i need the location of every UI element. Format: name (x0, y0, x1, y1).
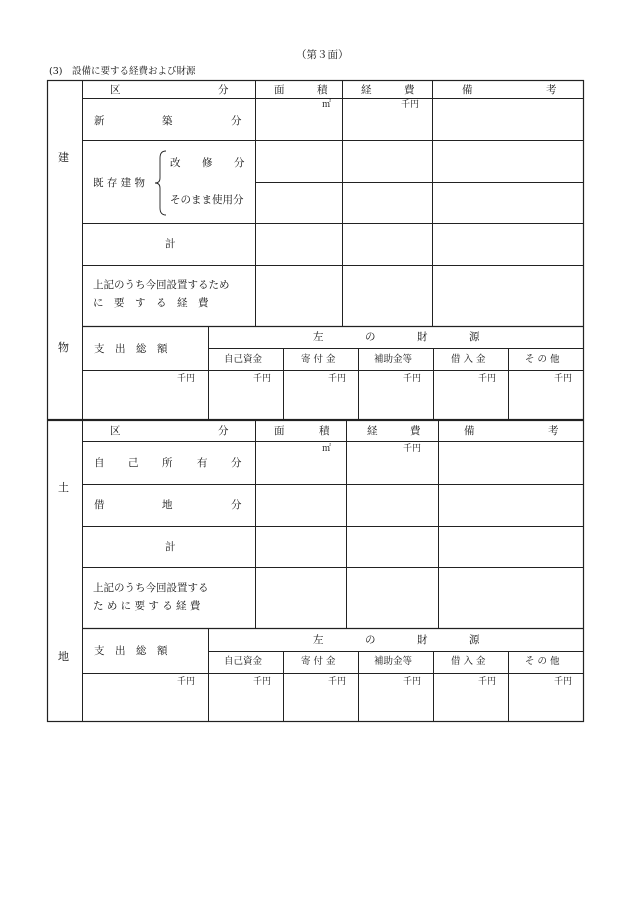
building-header-area-2: 積 (317, 84, 328, 96)
building-header-kubun-1: 区 (110, 84, 121, 96)
building-col-others: そ の 他 (525, 354, 560, 365)
land-row-owned-3: 所 (162, 457, 173, 469)
building-row-renovation-2: 修 (202, 157, 213, 169)
building-row-this-time-1: 上記のうち今回設置するため (93, 279, 230, 291)
land-row-leased-2: 地 (162, 499, 173, 511)
land-unit-donations: 千円 (328, 677, 347, 687)
land-col-loans: 借 入 金 (451, 656, 486, 667)
land-row-owned-1: 自 (94, 457, 105, 469)
building-vertical-label-2: 物 (58, 341, 69, 354)
page-label: （第３面） (296, 49, 349, 61)
building-row-existing: 既 存 建 物 (93, 177, 146, 189)
building-unit-total: 千円 (177, 374, 196, 384)
land-source-1: 左 (313, 634, 324, 646)
land-header-cost-2: 費 (410, 425, 421, 437)
land-vertical-label-2: 地 (58, 650, 69, 663)
building-col-loans: 借 入 金 (451, 354, 486, 365)
building-header-area-1: 面 (274, 84, 285, 96)
land-cost-unit: 千円 (403, 444, 422, 454)
building-header-cost-1: 経 (361, 84, 372, 96)
building-row-total: 計 (165, 238, 176, 250)
building-unit-own: 千円 (253, 374, 272, 384)
land-row-leased-3: 分 (231, 499, 242, 511)
building-row-renovation-1: 改 (170, 157, 181, 169)
land-header-area-2: 積 (319, 425, 330, 437)
building-cost-unit: 千円 (401, 100, 420, 110)
building-row-new-2: 築 (162, 115, 173, 127)
land-source-2: の (365, 634, 376, 646)
land-header-remarks-1: 備 (464, 425, 475, 437)
building-expenditure-total-label: 支 出 総 額 (94, 343, 168, 355)
building-row-renovation-3: 分 (234, 157, 245, 169)
building-header-cost-2: 費 (404, 84, 415, 96)
land-source-4: 源 (469, 634, 480, 646)
land-row-total: 計 (165, 541, 176, 553)
land-header-kubun-1: 区 (110, 425, 121, 437)
land-expenditure-total-label: 支 出 総 額 (94, 645, 168, 657)
building-unit-subsidies: 千円 (403, 374, 422, 384)
building-col-own-funds: 自己資金 (224, 354, 263, 365)
land-unit-loans: 千円 (478, 677, 497, 687)
land-area-unit: ㎡ (322, 444, 332, 454)
building-source-2: の (365, 331, 376, 343)
land-row-leased-1: 借 (94, 499, 105, 511)
building-row-new-3: 分 (231, 115, 242, 127)
land-header-remarks-2: 考 (548, 425, 559, 437)
section-title: (3) 設備に要する経費および財源 (49, 66, 196, 77)
land-header-area-1: 面 (274, 425, 285, 437)
land-unit-own: 千円 (253, 677, 272, 687)
building-source-3: 財 (417, 331, 428, 343)
building-unit-loans: 千円 (478, 374, 497, 384)
building-header-remarks-1: 備 (462, 84, 473, 96)
building-header-remarks-2: 考 (546, 84, 557, 96)
land-col-subsidies: 補助金等 (374, 656, 413, 667)
building-unit-others: 千円 (554, 374, 573, 384)
land-col-donations: 寄 付 金 (301, 656, 336, 667)
land-row-owned-5: 分 (231, 457, 242, 469)
land-unit-subsidies: 千円 (403, 677, 422, 687)
land-row-owned-4: 有 (197, 457, 208, 469)
building-area-unit: ㎡ (322, 100, 332, 110)
building-vertical-label-1: 建 (58, 151, 69, 164)
land-col-others: そ の 他 (525, 656, 560, 667)
land-vertical-label-1: 土 (58, 481, 69, 494)
building-source-4: 源 (469, 331, 480, 343)
building-row-new-1: 新 (94, 115, 105, 127)
building-col-donations: 寄 付 金 (301, 354, 336, 365)
land-row-this-time-2: た め に 要 す る 経 費 (93, 600, 201, 612)
land-header-cost-1: 経 (367, 425, 378, 437)
building-header-kubun-2: 分 (218, 84, 229, 96)
building-source-1: 左 (313, 331, 324, 343)
land-row-owned-2: 己 (128, 457, 139, 469)
land-header-kubun-2: 分 (218, 425, 229, 437)
land-unit-total: 千円 (177, 677, 196, 687)
land-col-own-funds: 自己資金 (224, 656, 263, 667)
land-unit-others: 千円 (554, 677, 573, 687)
building-col-subsidies: 補助金等 (374, 354, 413, 365)
land-source-3: 財 (417, 634, 428, 646)
building-row-this-time-2: に 要 す る 経 費 (93, 297, 209, 309)
building-unit-donations: 千円 (328, 374, 347, 384)
building-row-as-is: そのまま使用分 (170, 194, 244, 206)
land-row-this-time-1: 上記のうち今回設置する (93, 582, 209, 594)
